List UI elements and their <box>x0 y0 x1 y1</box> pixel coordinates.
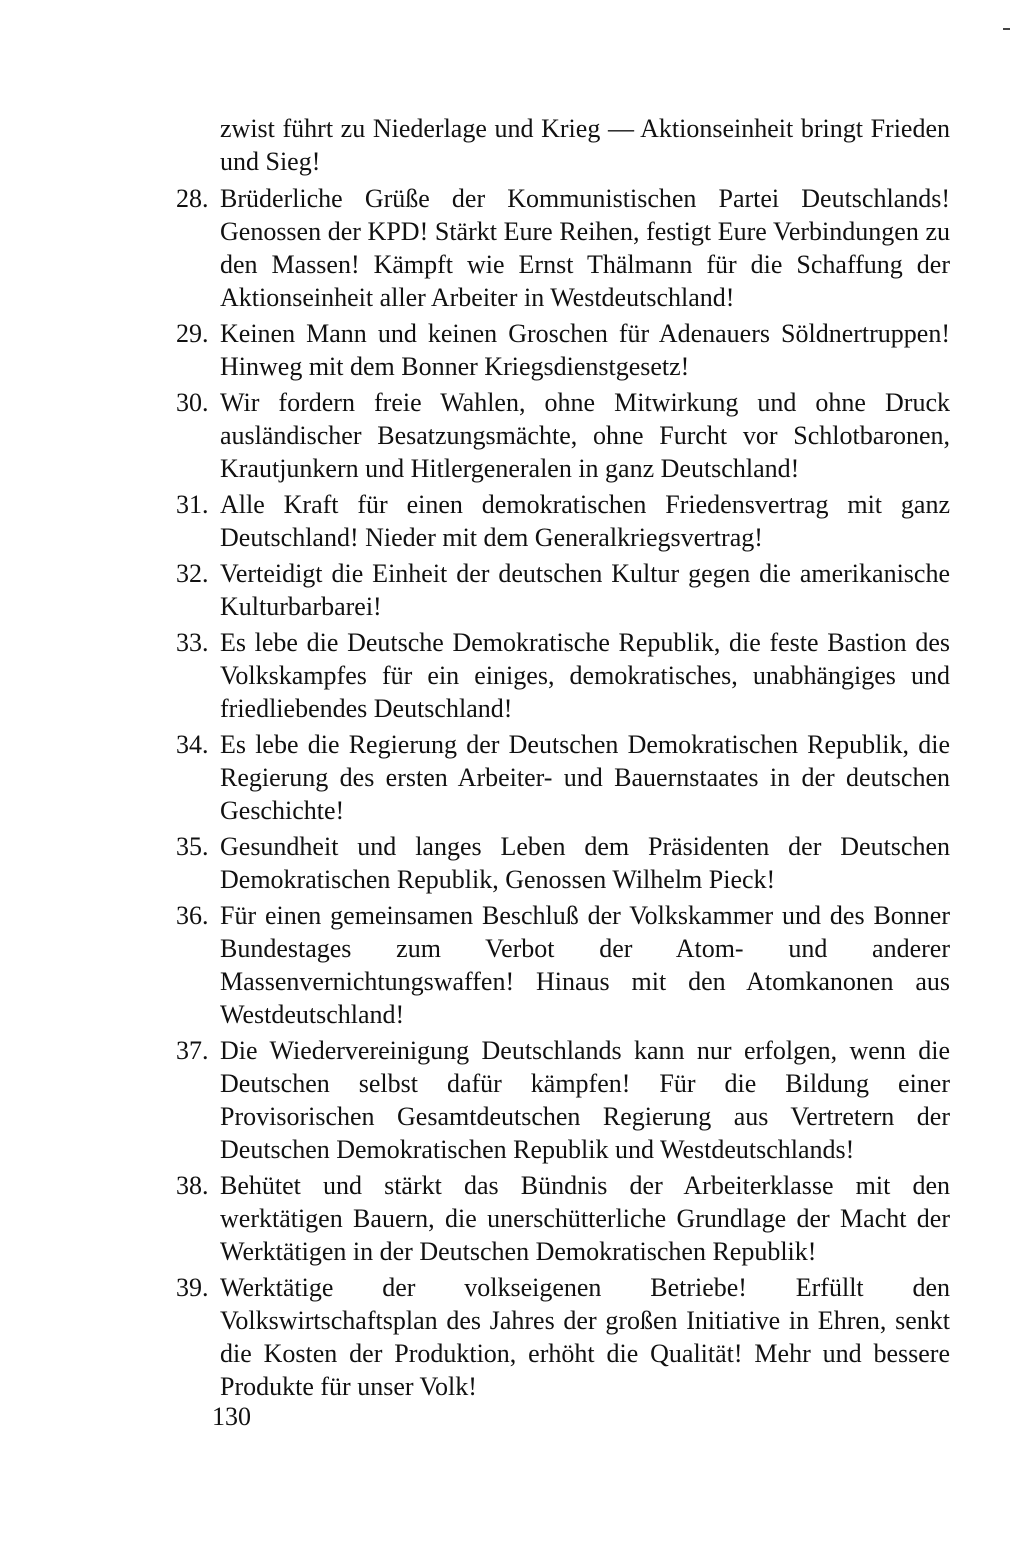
item-text: Behütet und stärkt das Bündnis der Arbeiterklasse mit den werktätigen Bauern, die unerschütterliche Grundlage der Macht der Werktätigen in der Deutschen Demokratischen Republik! <box>220 1171 950 1266</box>
item-text: Werktätige der volkseigenen Betriebe! Erfüllt den Volkswirtschaftsplan des Jahres der großen Initiative in Ehren, senkt die Kosten der Produktion, erhöht die Qualität! Mehr und bessere Produkte für unser Volk! <box>220 1273 950 1401</box>
list-item <box>176 557 950 623</box>
list-item <box>176 899 950 1031</box>
item-number: 39. <box>176 1273 209 1302</box>
item-text: Brüderliche Grüße der Kommunistischen Partei Deutschlands! Genossen der KPD! Stärkt Eure Reihen, festigt Eure Verbindungen zu den Massen! Kämpft wie Ernst Thälmann für die Schaffung der Aktionseinheit aller Arbeiter in Westdeutschland! <box>220 184 950 312</box>
item-text: Verteidigt die Einheit der deutschen Kultur gegen die amerikanische Kulturbarbarei! <box>220 559 950 621</box>
item-number: 37. <box>176 1036 209 1065</box>
item-text: Für einen gemeinsamen Beschluß der Volkskammer und des Bonner Bundestages zum Verbot der Atom- und anderer Massenvernichtungswaffen! Hinaus mit den Atomkanonen aus Westdeutschland! <box>220 901 950 1029</box>
item-number: 33. <box>176 628 209 657</box>
list-item <box>176 830 950 896</box>
item-number: 38. <box>176 1171 209 1200</box>
list-item <box>176 1169 950 1268</box>
item-text: Gesundheit und langes Leben dem Präsidenten der Deutschen Demokratischen Republik, Genossen Wilhelm Pieck! <box>220 832 950 894</box>
intro-paragraph: zwist führt zu Niederlage und Krieg — Aktionseinheit bringt Frieden und Sieg! <box>220 114 950 176</box>
page-body <box>176 112 950 1406</box>
scan-mark <box>1003 28 1010 30</box>
item-text: Es lebe die Regierung der Deutschen Demokratischen Republik, die Regierung des ersten Arbeiter- und Bauernstaates in der deutschen Geschichte! <box>220 730 950 825</box>
list-item <box>176 1271 950 1403</box>
item-text: Wir fordern freie Wahlen, ohne Mitwirkung und ohne Druck ausländischer Besatzungsmächte, ohne Furcht vor Schlotbaronen, Krautjunkern und Hitlergeneralen in ganz Deutschland! <box>220 388 950 483</box>
list-item <box>176 1034 950 1166</box>
page-number: 130 <box>212 1402 251 1431</box>
item-number: 32. <box>176 559 209 588</box>
list-item <box>176 386 950 485</box>
item-number: 31. <box>176 490 209 519</box>
item-number: 35. <box>176 832 209 861</box>
list-item <box>176 182 950 314</box>
item-text: Es lebe die Deutsche Demokratische Republik, die feste Bastion des Volkskampfes für ein einiges, demokratisches, unabhängiges und friedliebendes Deutschland! <box>220 628 950 723</box>
list-item <box>176 317 950 383</box>
item-text: Keinen Mann und keinen Groschen für Adenauers Söldnertruppen! Hinweg mit dem Bonner Kriegsdienstgesetz! <box>220 319 950 381</box>
list-item <box>176 728 950 827</box>
item-text: Die Wiedervereinigung Deutschlands kann nur erfolgen, wenn die Deutschen selbst dafür kämpfen! Für die Bildung einer Provisorischen Gesamtdeutschen Regierung aus Vertretern der Deutschen Demokratischen Republik und Westdeutschlands! <box>220 1036 950 1164</box>
item-text: Alle Kraft für einen demokratischen Friedensvertrag mit ganz Deutschland! Nieder mit dem Generalkriegsvertrag! <box>220 490 950 552</box>
item-number: 36. <box>176 901 209 930</box>
item-number: 29. <box>176 319 209 348</box>
list-item <box>176 626 950 725</box>
item-number: 28. <box>176 184 209 213</box>
item-number: 34. <box>176 730 209 759</box>
item-number: 30. <box>176 388 209 417</box>
list-item <box>176 488 950 554</box>
